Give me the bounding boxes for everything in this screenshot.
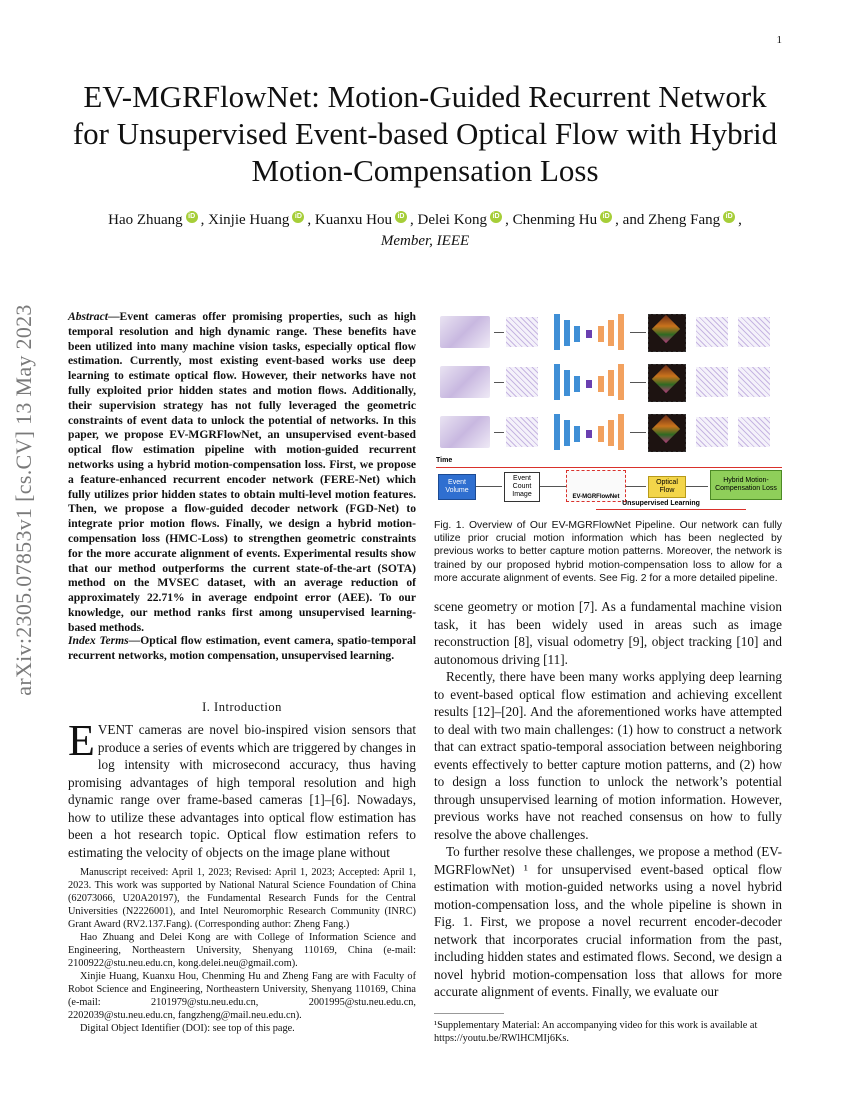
paragraph: To further resolve these challenges, we propose a method (EV-MGRFlowNet) ¹ for unsupervised event-based optical flow estimation with motion-guided networks using a novel hybrid motion-compensation loss, and the whole pipeline is shown in Fig. 1. First, we propose a novel recurrent encoder-decoder network that incorporates crucial information from the past, including hidden states and estimated flows. Second, we design a novel hybrid motion-compensation loss that allows for more accurate alignment of events. Finally, we evaluate our	[434, 844, 782, 999]
flow-output-thumb	[648, 414, 686, 452]
footnote-doi: Digital Object Identifier (DOI): see top of this page.	[80, 1023, 295, 1034]
encoder-bar	[574, 326, 580, 342]
event-volume-thumb	[440, 416, 490, 448]
event-count-image-box: Event Count Image	[504, 472, 540, 502]
author: Chenming Hu	[512, 212, 598, 228]
flow-output-thumb	[648, 364, 686, 402]
arrow	[626, 486, 646, 487]
decoder-bar	[608, 420, 614, 446]
orcid-icon[interactable]	[723, 211, 735, 223]
arxiv-stamp	[4, 290, 44, 710]
event-count-thumb	[506, 317, 538, 347]
warped-events-thumb	[738, 417, 770, 447]
section-heading: I. Introduction	[202, 700, 282, 714]
encoder-bar	[564, 370, 570, 396]
paper-title: EV-MGRFlowNet: Motion-Guided Recurrent Network for Unsupervised Event-based Optical Flow with Hybrid Motion-Compensation Loss	[72, 79, 778, 188]
abstract-text: —Event cameras offer promising properties, such as high temporal resolution and high dynamic range. These benefits have been utilized into many machine vision tasks, especially optical flow estimation. Currently, most existing event-based works use deep learning to estimate optical flow. However, their networks have not fully exploited prior hidden states and motion flows. Additionally, their supervision strategy has not fully leveraged the geometric constraints of event data to unlock the potential of networks. In this paper, we propose EV-MGRFlowNet, an unsupervised event-based optical flow estimation pipeline with motion-guided recurrent networks using a hybrid motion-compensation loss. First, we propose a feature-enhanced recurrent encoder network (FERE-Net) which fully utilizes prior hidden states to obtain multi-level motion features. Then, we propose a flow-guided decoder network (FGD-Net) to integrate prior motion flows. Finally, we design a hybrid motion-compensation loss (HMC-Loss) to strengthen geometric constraints for the more accurate alignment of events. Experimental results show that our method outperforms the current state-of-the-art (SOTA) method on the MVSEC dataset, with an average reduction of approximately 22.71% in average endpoint error (AEE). To our knowledge, our method ranks first among unsupervised learning-based methods.	[68, 310, 416, 634]
decoder-bar	[618, 414, 624, 450]
network-box: EV-MGRFlowNet	[566, 470, 626, 502]
decoder-bar	[608, 370, 614, 396]
member-label: Member, IEEE	[380, 233, 470, 249]
intro-text: cameras are novel bio-inspired vision sensors that produce a series of events which are triggered by changes in log intensity with microsecond accuracy, thus having promising advantages of high temporal resolution and high dynamic range over frame-based cameras [1]–[6]. Nowadays, how to utilize these advantages into optical flow estimation has been a hot research topic. Optical flow estimation refers to estimating the velocity of objects on the image plane without	[68, 722, 416, 860]
encoder-bar	[574, 376, 580, 392]
author: Kuanxu Hou	[314, 212, 392, 228]
decoder-bar	[608, 320, 614, 346]
decoder-bar	[598, 426, 604, 442]
decoder-bar	[598, 326, 604, 342]
event-volume-thumb	[440, 316, 490, 348]
author: and Zheng Fang	[622, 212, 721, 228]
author: Delei Kong	[417, 212, 488, 228]
footnote-manuscript: Manuscript received: April 1, 2023; Revised: April 1, 2023; Accepted: April 1, 2023. This work was supported by National Natural Science Foundation of China (62073066, U20A20197), the Fundamental Research Funds for the Central Universities (N2226001), and Intel Neuromorphic Research Community (INRC) Grant Award (RV2.137.Fang). (Corresponding author: Zheng Fang.)	[68, 867, 416, 930]
encoder-bar	[574, 426, 580, 442]
warped-events-thumb	[696, 317, 728, 347]
figure-1	[436, 304, 784, 512]
time-axis	[436, 467, 782, 468]
right-column-text	[434, 598, 782, 1001]
arrow	[494, 432, 504, 433]
page-number: 1	[776, 34, 782, 46]
arrow	[476, 486, 502, 487]
time-label: Time	[436, 457, 453, 464]
paragraph: Recently, there have been many works applying deep learning to event-based optical flow estimation and achieving excellent results [12]–[20]. And the aforementioned works have attempted to deal with two main challenges: (1) how to construct a network that can extract spatio-temporal association between neighboring events effectively to better capture motion patterns, and (2) how to design a loss function to unlock the network’s potential through unsupervised learning of motion information. However, previous works have not reached consensus on how to fully resolve the above challenges.	[434, 669, 782, 842]
warped-events-thumb	[738, 367, 770, 397]
arrow	[686, 486, 708, 487]
event-count-thumb	[506, 367, 538, 397]
event-count-thumb	[506, 417, 538, 447]
arrow	[494, 332, 504, 333]
decoder-bar	[618, 364, 624, 400]
bottleneck-bar	[586, 380, 592, 388]
flow-output-thumb	[648, 314, 686, 352]
decoder-bar	[618, 314, 624, 350]
orcid-icon[interactable]	[292, 211, 304, 223]
footnote-text: ¹Supplementary Material: An accompanying video for this work is available at https://youtu.be/RWlHCMIj6Ks.	[434, 1020, 758, 1044]
index-terms-text: —Optical flow estimation, event camera, spatio-temporal recurrent networks, motion compensation, unsupervised learning.	[68, 634, 416, 662]
footnote-affil-1: Hao Zhuang and Delei Kong are with College of Information Science and Engineering, Northeastern University, Shenyang 110169, China (e-mail: 2100922@stu.neu.edu.cn, kong.delei.neu@gmail.com).	[68, 932, 416, 969]
author: Hao Zhuang	[108, 212, 183, 228]
warped-events-thumb	[738, 317, 770, 347]
index-terms-label: Index Terms	[68, 634, 129, 647]
author-block: Hao ZhuangiD , Xinjie HuangiD , Kuanxu HouiD , Delei KongiD , Chenming HuiD , and Zheng FangiD , Member, IEEE	[60, 210, 790, 252]
orcid-icon[interactable]	[395, 211, 407, 223]
intro-paragraph	[68, 716, 416, 861]
arrow	[494, 382, 504, 383]
unsupervised-label: Unsupervised Learning	[622, 500, 700, 507]
intro-lead: VENT	[97, 722, 134, 737]
orcid-icon[interactable]	[490, 211, 502, 223]
event-volume-thumb	[440, 366, 490, 398]
footnote-affil-2: Xinjie Huang, Kuanxu Hou, Chenming Hu and Zheng Fang are with Faculty of Robot Science and Engineering, Northeastern University, Shenyang 110169, China (e-mail: 2101979@stu.neu.edu.cn, 2001995@stu.neu.edu.cn, 2202039@stu.neu.edu.cn, fangzheng@mail.neu.edu.cn).	[68, 971, 416, 1021]
arrow	[630, 432, 646, 433]
orcid-icon[interactable]	[186, 211, 198, 223]
optical-flow-box: Optical Flow	[648, 476, 686, 498]
bottleneck-bar	[586, 430, 592, 438]
warped-events-thumb	[696, 417, 728, 447]
footnote-rule	[434, 1013, 504, 1014]
encoder-bar	[564, 320, 570, 346]
arrow	[540, 486, 566, 487]
author: Xinjie Huang	[208, 212, 290, 228]
index-terms	[68, 634, 416, 664]
hmc-loss-box: Hybrid Motion-Compensation Loss	[710, 470, 782, 500]
warped-events-thumb	[696, 367, 728, 397]
encoder-bar	[554, 414, 560, 450]
decoder-bar	[598, 376, 604, 392]
bottleneck-bar	[586, 330, 592, 338]
supplementary-footnote	[434, 1013, 782, 1045]
encoder-bar	[564, 420, 570, 446]
paragraph: scene geometry or motion [7]. As a fundamental machine vision task, it has been widely used in areas such as image reconstruction [8], visual odometry [9], object tracking [10] and autonomous driving [11].	[434, 599, 782, 667]
footnotes-left	[68, 866, 416, 1035]
arrow	[630, 382, 646, 383]
figure-caption: Fig. 1. Overview of Our EV-MGRFlowNet Pipeline. Our network can fully utilize prior crucial motion information which has been neglected by previous works to better capture motion patterns. Moreover, the network is trained by our proposed hybrid motion-compensation loss to allow for a more accurate alignment of events. See Fig. 2 for a more detailed pipeline.	[434, 520, 782, 584]
drop-cap: E	[68, 716, 95, 765]
orcid-icon[interactable]	[600, 211, 612, 223]
abstract	[68, 310, 416, 636]
event-volume-box: Event Volume	[438, 474, 476, 500]
arxiv-id: arXiv:2305.07853v1 [cs.CV] 13 May 2023	[11, 304, 36, 696]
feedback-line	[596, 509, 746, 510]
encoder-bar	[554, 314, 560, 350]
encoder-bar	[554, 364, 560, 400]
abstract-label: Abstract	[68, 310, 108, 323]
arrow	[630, 332, 646, 333]
